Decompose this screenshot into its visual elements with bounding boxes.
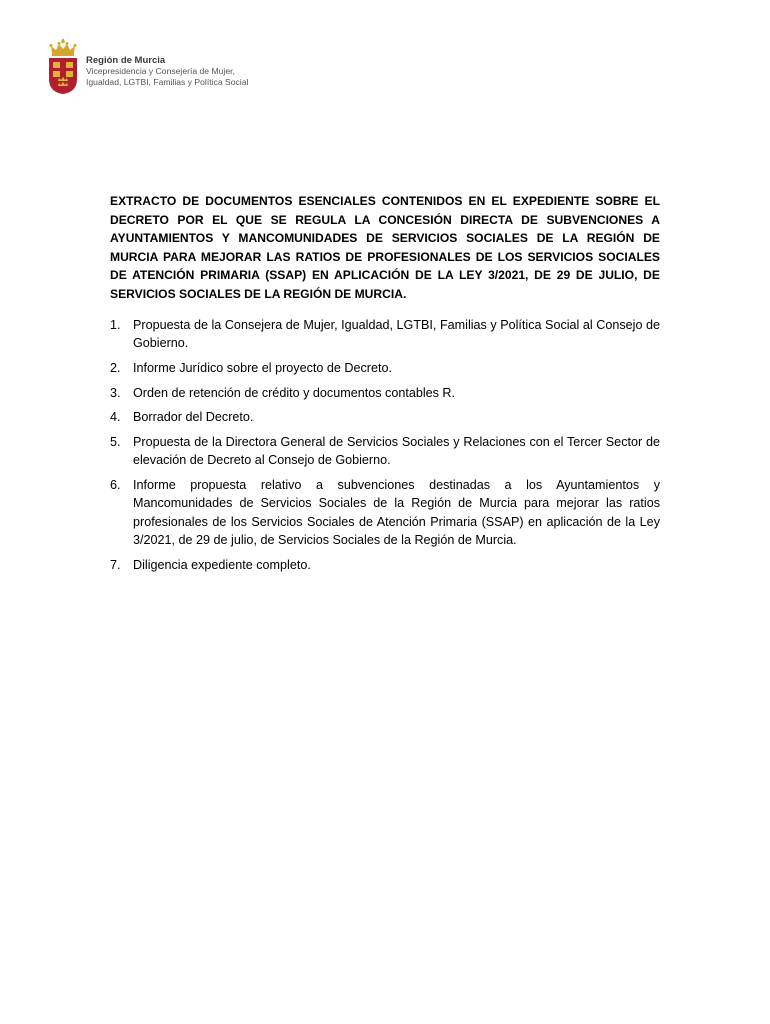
list-item (110, 384, 660, 402)
letterhead (47, 39, 248, 95)
list-item-number: 2. (110, 361, 121, 375)
list-item-number: 3. (110, 385, 121, 400)
organization-block (86, 55, 248, 88)
department-line-2: Igualdad, LGTBI, Familias y Política Social (86, 77, 249, 87)
list-item (110, 359, 660, 377)
list-item (110, 433, 660, 470)
department-line-1: Vicepresidencia y Consejería de Mujer, (86, 66, 235, 76)
list-item-text: Propuesta de la Consejera de Mujer, Igualdad, LGTBI, Familias y Política Social al Consejo de Gobierno. (133, 318, 660, 351)
list-item-number: 5. (110, 434, 121, 449)
list-item (110, 556, 660, 574)
list-item-text: Borrador del Decreto. (133, 410, 254, 425)
list-item (110, 408, 660, 426)
murcia-coat-of-arms-icon (47, 39, 79, 95)
list-item-number: 6. (110, 477, 121, 492)
list-item-number: 4. (110, 410, 121, 425)
list-item-number: 1. (110, 318, 121, 332)
organization-name: Región de Murcia (86, 55, 166, 66)
list-item-text: Orden de retención de crédito y documentos contables R. (133, 385, 456, 400)
list-item (110, 316, 660, 353)
document-list (110, 316, 660, 580)
list-item-text: Diligencia expediente completo. (133, 557, 311, 572)
list-item (110, 476, 660, 550)
list-item-text: Informe propuesta relativo a subvenciones destinadas a los Ayuntamientos y Mancomunidades de Servicios Sociales de la Región de Murcia para mejorar las ratios profesionales de los Servicios Sociales de Atención Primaria (SSAP) en aplicación de la Ley 3/2021, de 29 de julio, de Servicios Sociales de la Región de Murcia. (133, 477, 660, 547)
list-item-text: Propuesta de la Directora General de Servicios Sociales y Relaciones con el Tercer Sector de elevación de Decreto al Consejo de Gobierno. (133, 434, 660, 468)
document-title: EXTRACTO DE DOCUMENTOS ESENCIALES CONTENIDOS EN EL EXPEDIENTE SOBRE EL DECRETO POR EL QUE SE REGULA LA CONCESIÓN DIRECTA DE SUBVENCIONES A AYUNTAMIENTOS Y MANCOMUNIDADES DE SERVICIOS SOCIALES DE LA REGIÓN DE MURCIA PARA MEJORAR LAS RATIOS DE PROFESIONALES DE LOS SERVICIOS SOCIALES DE ATENCIÓN PRIMARIA (SSAP) EN APLICACIÓN DE LA LEY 3/2021, DE 29 DE JULIO, DE SERVICIOS SOCIALES DE LA REGIÓN DE MURCIA. (110, 194, 660, 301)
list-item-text: Informe Jurídico sobre el proyecto de Decreto. (133, 361, 392, 375)
list-item-number: 7. (110, 557, 121, 572)
